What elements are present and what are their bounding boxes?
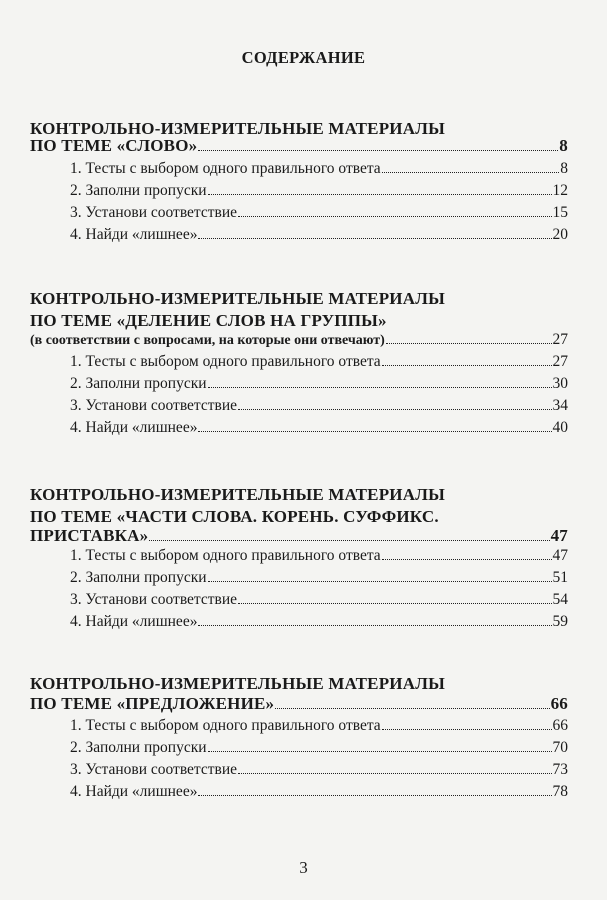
toc-page-number: 51 [552,569,568,586]
toc-page-number: 12 [552,182,568,199]
toc-entry[interactable] [70,396,568,416]
toc-entry-label: 2. Заполни пропуски [70,739,207,756]
dot-leader [382,546,552,560]
toc-entry[interactable] [70,159,568,179]
toc-entry[interactable] [70,782,568,802]
toc-entry[interactable] [70,352,568,372]
section-heading: КОНТРОЛЬНО-ИЗМЕРИТЕЛЬНЫЕ МАТЕРИАЛЫ [30,289,445,308]
toc-page-number: 73 [552,761,568,778]
toc-page-number: 30 [552,375,568,392]
dot-leader [382,352,552,366]
toc-heading-label: ПРИСТАВКА» [30,526,149,545]
toc-entry-label: 4. Найди «лишнее» [70,419,198,436]
toc-entry-label: 1. Тесты с выбором одного правильного ответа [70,353,381,370]
toc-page-number: 20 [552,226,568,243]
toc-entry-label: 3. Установи соответствие [70,591,238,608]
page-number: 3 [299,858,308,877]
toc-entry[interactable] [70,181,568,201]
dot-leader [382,716,552,730]
toc-page-number: 27 [552,353,568,370]
toc-entry[interactable] [70,716,568,736]
dot-leader [198,225,551,239]
section-heading: ПО ТЕМЕ «ДЕЛЕНИЕ СЛОВ НА ГРУППЫ» [30,311,387,330]
dot-leader [208,568,552,582]
dot-leader [198,418,551,432]
toc-entry-label: 1. Тесты с выбором одного правильного ответа [70,160,381,177]
toc-entry-label: 4. Найди «лишнее» [70,783,198,800]
toc-entry[interactable] [70,590,568,610]
toc-entry-label: 1. Тесты с выбором одного правильного ответа [70,717,381,734]
toc-entry-heading[interactable] [30,526,568,546]
toc-page-number: 66 [550,694,568,713]
toc-entry-label: 4. Найди «лишнее» [70,613,198,630]
toc-entry[interactable] [70,568,568,588]
toc-entry[interactable] [70,374,568,394]
dot-leader [208,738,552,752]
toc-page-number: 27 [552,331,568,348]
toc-entry-label: 2. Заполни пропуски [70,569,207,586]
toc-entry-label: 2. Заполни пропуски [70,375,207,392]
dot-leader [238,590,551,604]
toc-page-number: 54 [552,591,568,608]
toc-entry[interactable] [70,418,568,438]
toc-page-number: 78 [552,783,568,800]
toc-entry[interactable] [70,760,568,780]
toc-entry-label: 3. Установи соответствие [70,761,238,778]
toc-page-number: 8 [559,136,568,155]
dot-leader [238,396,551,410]
dot-leader [208,374,552,388]
dot-leader [238,203,551,217]
toc-page-number: 34 [552,397,568,414]
toc-page-number: 66 [552,717,568,734]
toc-page-number: 70 [552,739,568,756]
toc-entry-label: 4. Найди «лишнее» [70,226,198,243]
toc-entry-label: 1. Тесты с выбором одного правильного ответа [70,547,381,564]
dot-leader [198,137,558,151]
dot-leader [238,760,551,774]
toc-entry[interactable] [70,203,568,223]
section-heading: КОНТРОЛЬНО-ИЗМЕРИТЕЛЬНЫЕ МАТЕРИАЛЫ [30,485,445,504]
toc-entry-heading[interactable] [30,330,568,350]
dot-leader [208,181,552,195]
toc-heading-label: (в соответствии с вопросами, на которые они отвечают) [30,333,385,348]
section-heading: ПО ТЕМЕ «ЧАСТИ СЛОВА. КОРЕНЬ. СУФФИКС. [30,507,439,526]
section-heading: КОНТРОЛЬНО-ИЗМЕРИТЕЛЬНЫЕ МАТЕРИАЛЫ [30,674,445,693]
toc-heading-label: ПО ТЕМЕ «ПРЕДЛОЖЕНИЕ» [30,694,275,713]
toc-page-number: 47 [550,526,568,545]
toc-entry[interactable] [70,612,568,632]
toc-entry[interactable] [70,546,568,566]
toc-page-number: 47 [552,547,568,564]
toc-page-number: 8 [560,160,568,177]
toc-entry-heading[interactable] [30,136,568,156]
dot-leader [386,330,552,344]
toc-page-number: 15 [552,204,568,221]
toc-page-number: 59 [552,613,568,630]
dot-leader [198,612,551,626]
toc-entry-label: 3. Установи соответствие [70,397,238,414]
dot-leader [198,782,551,796]
dot-leader [149,527,549,541]
toc-heading-label: ПО ТЕМЕ «СЛОВО» [30,136,198,155]
dot-leader [382,159,560,173]
page-title: СОДЕРЖАНИЕ [241,48,366,67]
toc-entry-heading[interactable] [30,694,568,714]
toc-entry[interactable] [70,738,568,758]
toc-entry-label: 2. Заполни пропуски [70,182,207,199]
toc-entry-label: 3. Установи соответствие [70,204,238,221]
toc-page-number: 40 [552,419,568,436]
section-heading: КОНТРОЛЬНО-ИЗМЕРИТЕЛЬНЫЕ МАТЕРИАЛЫ [30,119,445,138]
dot-leader [275,695,549,709]
toc-entry[interactable] [70,225,568,245]
